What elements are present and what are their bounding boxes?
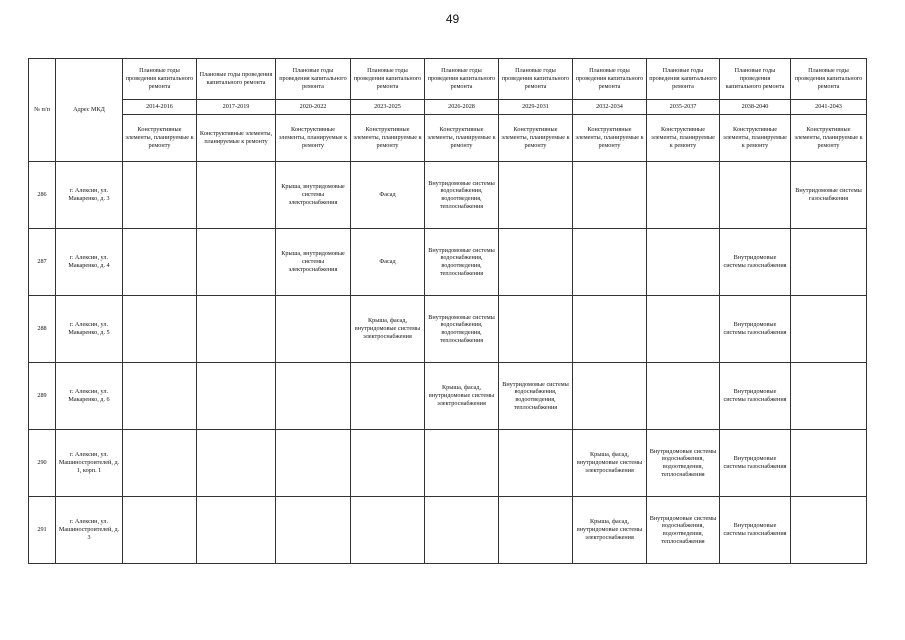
repair-cell [197,229,276,296]
period-header: Плановые годы проведения капитального ремонта [791,59,867,100]
repair-cell [351,430,425,497]
repair-cell [123,162,197,229]
repair-cell: Внутридомовые системы газоснабжения [720,296,791,363]
table-row [29,162,867,229]
period-years: 2026-2028 [425,100,499,115]
table-row [29,363,867,430]
repair-cell [123,296,197,363]
period-years: 2032-2034 [573,100,647,115]
repair-cell: Внутридомовые системы водоснабжения, водоотведения, теплоснабжения [647,430,720,497]
repair-cell: Внутридомовые системы водоснабжения, водоотведения, теплоснабжения [425,296,499,363]
repair-cell [720,162,791,229]
repair-cell [647,296,720,363]
address-header: Адрес МКД [56,59,123,162]
repair-cell: Внутридомовые системы газоснабжения [791,162,867,229]
repair-cell [791,363,867,430]
repair-cell [276,497,351,564]
period-header: Плановые годы проведения капитального ремонта [647,59,720,100]
repair-cell: Крыша, фасад, внутридомовые системы электроснабжения [573,497,647,564]
repair-cell [197,497,276,564]
years-row [29,100,867,115]
row-number: 287 [29,229,56,296]
repair-cell [573,363,647,430]
repair-cell: Фасад [351,229,425,296]
row-address: г. Алексин, ул. Макаренко, д. 5 [56,296,123,363]
repair-cell [197,296,276,363]
repair-cell [499,296,573,363]
repair-cell [123,363,197,430]
repair-cell [647,363,720,430]
repair-cell [123,497,197,564]
period-years: 2041-2043 [791,100,867,115]
repair-cell: Крыша, фасад, внутридомовые системы электроснабжения [573,430,647,497]
period-subheader: Конструктивные элементы, планируемые к ремонту [351,115,425,162]
row-number: 288 [29,296,56,363]
repair-cell: Внутридомовые системы водоснабжения, водоотведения, теплоснабжения [425,229,499,296]
period-subheader: Конструктивные элементы, планируемые к ремонту [791,115,867,162]
period-subheader: Конструктивные элементы, планируемые к ремонту [720,115,791,162]
table-row [29,296,867,363]
repair-cell [276,296,351,363]
repair-cell [425,430,499,497]
period-subheader: Конструктивные элементы, планируемые к ремонту [647,115,720,162]
repair-cell [573,296,647,363]
period-years: 2029-2031 [499,100,573,115]
repair-cell: Внутридомовые системы газоснабжения [720,363,791,430]
period-subheader: Конструктивные элементы, планируемые к ремонту [123,115,197,162]
repair-cell: Внутридомовые системы газоснабжения [720,430,791,497]
row-address: г. Алексин, ул. Машиностроителей, д. 1, корп. 1 [56,430,123,497]
period-header: Плановые годы проведения капитального ремонта [197,59,276,100]
row-number: 290 [29,430,56,497]
page-number: 49 [445,12,460,26]
repair-cell [573,229,647,296]
row-address: г. Алексин, ул. Макаренко, д. 4 [56,229,123,296]
period-subheader: Конструктивные элементы, планируемые к ремонту [276,115,351,162]
period-header: Плановые годы проведения капитального ремонта [573,59,647,100]
repair-cell [499,430,573,497]
row-address: г. Алексин, ул. Макаренко, д. 6 [56,363,123,430]
num-header: № п/п [29,59,56,162]
table-row [29,229,867,296]
repair-cell: Внутридомовые системы водоснабжения, водоотведения, теплоснабжения [425,162,499,229]
repair-cell: Крыша, внутридомовые системы электроснабжения [276,229,351,296]
repair-cell: Внутридомовые системы газоснабжения [720,229,791,296]
period-header: Плановые годы проведения капитального ремонта [276,59,351,100]
repair-cell [276,363,351,430]
period-years: 2020-2022 [276,100,351,115]
period-subheader: Конструктивные элементы, планируемые к ремонту [573,115,647,162]
row-address: г. Алексин, ул. Машиностроителей, д. 3 [56,497,123,564]
period-years: 2017-2019 [197,100,276,115]
repair-cell [197,430,276,497]
period-years: 2038-2040 [720,100,791,115]
repair-cell [425,497,499,564]
period-subheader: Конструктивные элементы, планируемые к ремонту [425,115,499,162]
repair-cell: Внутридомовые системы газоснабжения [720,497,791,564]
repair-cell: Внутридомовые системы водоснабжения, водоотведения, теплоснабжения [499,363,573,430]
period-subheader: Конструктивные элементы, планируемые к ремонту [197,115,276,162]
repair-cell: Крыша, фасад, внутридомовые системы электроснабжения [425,363,499,430]
period-years: 2023-2025 [351,100,425,115]
repair-cell: Фасад [351,162,425,229]
subheader-row [29,115,867,162]
repair-cell [197,162,276,229]
row-number: 291 [29,497,56,564]
repair-cell [197,363,276,430]
repair-cell [791,430,867,497]
period-header: Плановые годы проведения капитального ремонта [425,59,499,100]
period-years: 2014-2016 [123,100,197,115]
repair-cell [351,363,425,430]
repair-schedule-table [28,58,867,564]
period-subheader: Конструктивные элементы, планируемые к ремонту [499,115,573,162]
repair-cell [573,162,647,229]
repair-cell [647,229,720,296]
period-header: Плановые годы проведения капитального ремонта [123,59,197,100]
period-years: 2035-2037 [647,100,720,115]
period-header: Плановые годы проведения капитального ремонта [499,59,573,100]
repair-cell [499,162,573,229]
repair-cell [123,430,197,497]
repair-cell [499,229,573,296]
repair-cell [276,430,351,497]
period-header: Плановые годы проведения капитального ремонта [720,59,791,100]
repair-cell: Крыша, фасад, внутридомовые системы электроснабжения [351,296,425,363]
repair-cell: Крыша, внутридомовые системы электроснабжения [276,162,351,229]
table-body [29,162,867,564]
row-number: 286 [29,162,56,229]
repair-cell [123,229,197,296]
repair-cell [499,497,573,564]
repair-cell [791,229,867,296]
repair-cell [791,497,867,564]
table-row [29,430,867,497]
row-address: г. Алексин, ул. Макаренко, д. 3 [56,162,123,229]
repair-cell: Внутридомовые системы водоснабжения, водоотведения, теплоснабжения [647,497,720,564]
repair-cell [351,497,425,564]
repair-cell [647,162,720,229]
period-header: Плановые годы проведения капитального ремонта [351,59,425,100]
table-row [29,497,867,564]
row-number: 289 [29,363,56,430]
repair-cell [791,296,867,363]
header-row [29,59,867,100]
